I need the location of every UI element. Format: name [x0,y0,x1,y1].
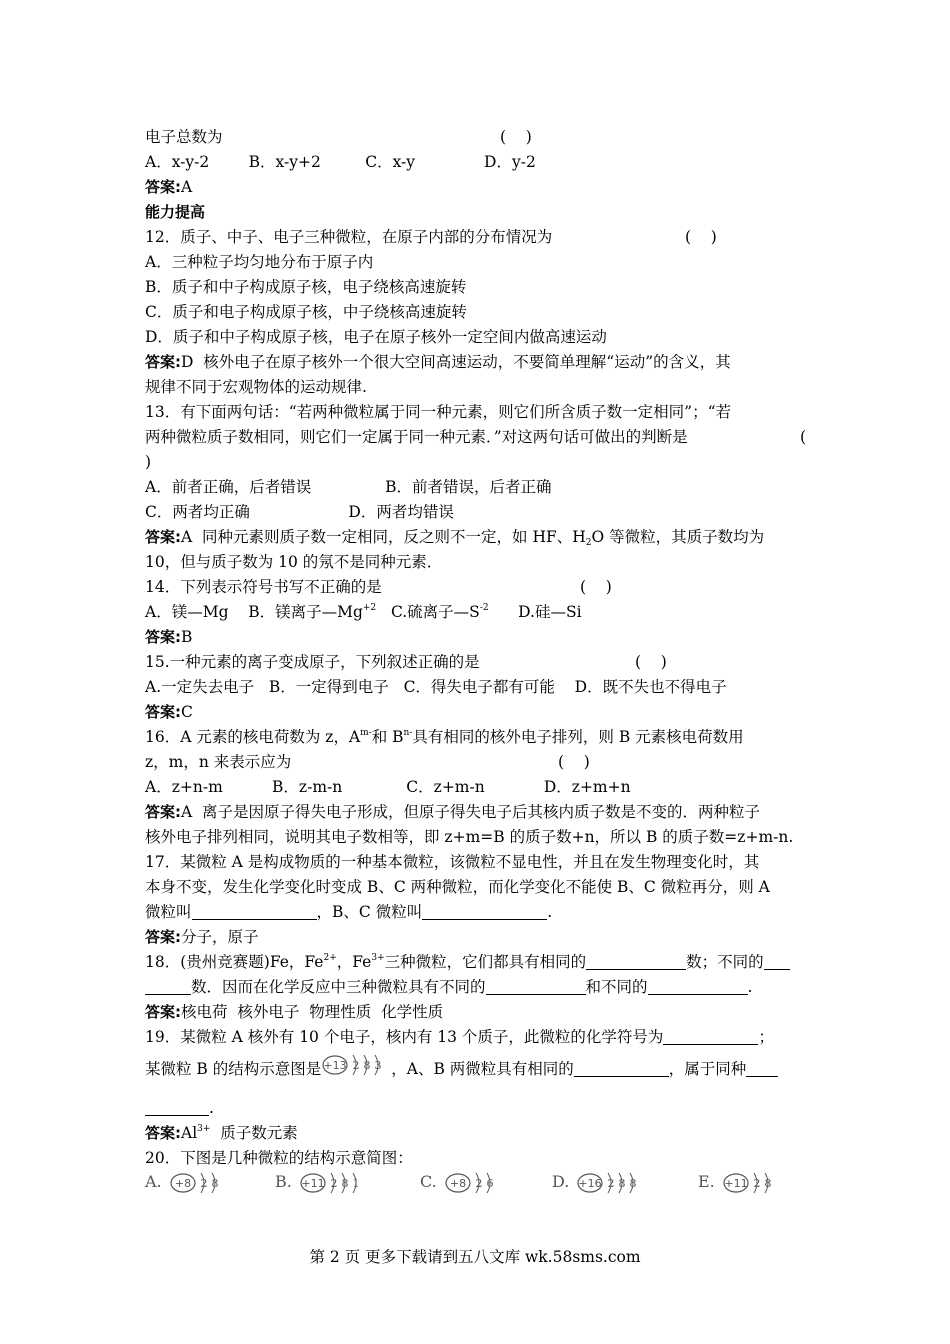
shell-electron-count: 2 [352,1059,360,1072]
q12-option-d: D．质子和中子构成原子核，电子在原子核外一定空间内做高速运动 [145,328,607,346]
q13-answer: 答案:A 同种元素则质子数一定相同，反之则不一定，如 HF、$H_2O$ 等微粒，其质子数均为 [145,528,765,548]
q15-options: A.一定失去电子 B．一定得到电子 C．得失电子都有可能 D．既不失也不得电子 [145,678,727,696]
q17-blank-1[interactable] [192,903,317,920]
q11-options: A．x-y-2 B．x-y+2 C．x-y D．y-2 [145,153,536,171]
q11-tail: 电子总数为 [145,128,223,146]
nucleus-charge-label: +16 [578,1177,602,1190]
q13-paren-open: ( [800,428,807,446]
q12-answer: 答案:D 核外电子在原子核外一个很大空间高速运动，不要简单理解“运动”的含义，其 [145,353,731,371]
q18-blank-2b[interactable] [145,978,191,995]
q12-stem: 12．质子、中子、电子三种微粒，在原子内部的分布情况为 [145,228,553,246]
q11-answer: 答案:A [145,178,193,196]
q18-line1: 18．(贵州竞赛题)Fe，$Fe^{2+}$，$Fe^{3+}$三种微粒，它们都具有相同的 数；不同的 [145,951,790,973]
shell-electron-count: 8 [363,1059,371,1072]
diagram-label: D. [552,1172,570,1191]
q20-stem: 20．下图是几种微粒的结构示意简图： [145,1149,413,1167]
nucleus-charge-label: +11 [301,1177,325,1190]
shell-electron-count: 8 [618,1177,626,1190]
atom-structure-diagram [444,1170,524,1200]
q19-line3: . [145,1097,214,1119]
atom-diagram-svg [169,1170,249,1196]
atom-structure-diagram [169,1170,249,1200]
q14-answer: 答案:B [145,628,193,646]
q13-answer-cont: 10，但与质子数为 10 的氖不是同种元素． [145,553,443,571]
shell-electron-count: 2 [330,1177,338,1190]
shell-electron-count: 2 [753,1177,761,1190]
q16-answer: 答案:A 离子是因原子得失电子形成，但原子得失电子后其核内质子数是不变的．两种粒子 [145,803,761,821]
q14-options: A．镁—Mg B．镁离子$—Mg^{+2}$ C.硫离子$—S^{-2}$ D.硅—Si [145,603,582,621]
nucleus-charge-label: +11 [724,1177,748,1190]
atom-structure-diagram [576,1170,656,1200]
diagram-label: B. [275,1172,292,1191]
shell-electron-count: 6 [486,1177,494,1190]
q18-blank-4[interactable] [648,978,748,995]
q16-paren: ( ) [558,753,590,771]
atom-diagram-svg [722,1170,802,1196]
q17-blank-2[interactable] [422,903,547,920]
shell-electron-count: 8 [629,1177,637,1190]
q18-blank-2a[interactable] [764,953,790,970]
q13-line1: 13．有下面两句话：“若两种微粒属于同一种元素，则它们所含质子数一定相同”；“若 [145,403,731,421]
shell-electron-count: 8 [211,1177,219,1190]
q14-stem: 14．下列表示符号书写不正确的是 [145,578,382,596]
q13-paren-close: ) [145,453,152,471]
atom-structure-diagram [299,1170,379,1200]
q17-line2: 本身不变，发生化学变化时变成 B、C 两种微粒，而化学变化不能使 B、C 微粒再分，则 A [145,878,770,896]
q16-line1: 16．A 元素的核电荷数为 z，$A^{m-}$和 $B^{n-}$具有相同的核外电子排列，则 B 元素核电荷数用 [145,728,744,746]
q15-stem: 15.一种元素的离子变成原子，下列叙述正确的是 [145,653,480,671]
atom-diagram-svg [444,1170,524,1196]
q19-line2: 某微粒 B 的结构示意图是 +13 2 8 3 ，A、B 两微粒具有相同的 ，属于同种 [145,1052,778,1088]
shell-electron-count: 1 [352,1177,360,1190]
q17-answer: 答案:分子，原子 [145,928,259,946]
atom-diagram-svg [299,1170,379,1196]
q18-line2: 数．因而在化学反应中三种微粒具有不同的 和不同的 . [145,976,752,998]
shell-electron-count: 2 [200,1177,208,1190]
nucleus-charge-label: +8 [174,1177,192,1190]
nucleus-charge-label: +8 [449,1177,467,1190]
section-title: 能力提高 [145,203,206,221]
q19-blank-2[interactable] [574,1060,669,1077]
diagram-label: E. [698,1172,715,1191]
atom-diagram-svg [321,1052,391,1078]
shell-electron-count: 8 [341,1177,349,1190]
q15-paren: ( ) [635,653,667,671]
q13-line2: 两种微粒质子数相同，则它们一定属于同一种元素．”对这两句话可做出的判断是 [145,428,688,446]
q17-line1: 17．某微粒 A 是构成物质的一种基本微粒，该微粒不显电性，并且在发生物理变化时，其 [145,853,760,871]
q19-blank-1[interactable] [663,1028,758,1045]
q15-answer: 答案:C [145,703,193,721]
page-footer: 第 2 页 更多下载请到五八文库 wk.58sms.com [309,1248,641,1266]
q18-blank-3[interactable] [486,978,586,995]
atom-structure-diagram [722,1170,802,1200]
atom-diagram-svg [576,1170,656,1196]
q19-line1: 19．某微粒 A 核外有 10 个电子，核内有 13 个质子，此微粒的化学符号为 ； [145,1028,774,1046]
nucleus-charge-label: +13 [323,1059,347,1072]
q16-line2: z，m，n 来表示应为 [145,753,292,771]
q19-structure-diagram [321,1052,391,1088]
q17-line3: 微粒叫 ，B、C 微粒叫 . [145,903,553,921]
q16-answer-cont: 核外电子排列相同，说明其电子数相等，即 z+m=B 的质子数+n，所以 B 的质子数=z+m-n. [145,828,794,846]
q13-options-ab: A．前者正确，后者错误 B．前者错误，后者正确 [145,478,552,496]
q19-blank-3b[interactable] [145,1099,209,1116]
q16-options: A．z+n-m B．z-m-n C．z+m-n D．z+m+n [145,778,631,796]
diagram-label: C. [420,1172,437,1191]
shell-electron-count: 3 [374,1059,382,1072]
diagram-label: A. [145,1172,162,1191]
q12-paren: ( ) [685,228,717,246]
q19-blank-3a[interactable] [746,1060,778,1077]
shell-electron-count: 8 [764,1177,772,1190]
q19-answer: 答案$:Al^{3+}$ 质子数元素 [145,1124,298,1142]
q12-option-a: A．三种粒子均匀地分布于原子内 [145,253,374,271]
q12-option-c: C．质子和电子构成原子核，中子绕核高速旋转 [145,303,467,321]
q18-answer: 答案:核电荷 核外电子 物理性质 化学性质 [145,1003,444,1021]
q18-blank-1[interactable] [586,953,686,970]
shell-electron-count: 2 [607,1177,615,1190]
q12-answer-cont: 规律不同于宏观物体的运动规律. [145,378,367,396]
shell-electron-count: 2 [475,1177,483,1190]
q14-paren: ( ) [580,578,612,596]
q13-options-cd: C．两者均正确 D．两者均错误 [145,503,454,521]
q11-paren: ( ) [500,128,532,146]
q12-option-b: B．质子和中子构成原子核，电子绕核高速旋转 [145,278,467,296]
